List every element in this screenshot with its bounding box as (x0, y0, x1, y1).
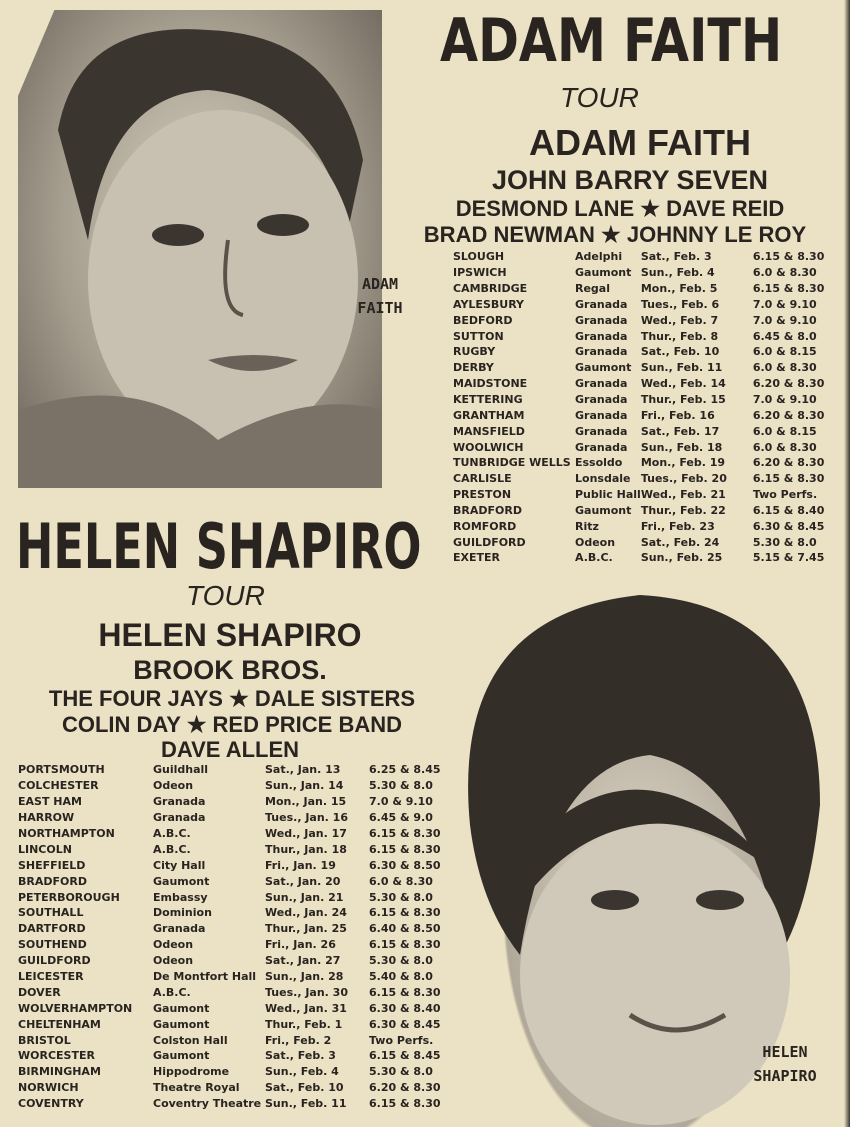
schedule-row (453, 550, 848, 566)
schedule-times: 5.30 & 8.0 (369, 954, 433, 968)
schedule-town: CHELTENHAM (18, 1017, 101, 1031)
schedule-row (453, 439, 848, 455)
schedule-venue: Odeon (575, 535, 616, 549)
schedule-date: Sun., Feb. 18 (640, 440, 723, 454)
schedule-times: 6.25 & 8.45 (369, 763, 441, 777)
schedule-venue: Granada (575, 297, 628, 311)
schedule-venue: Granada (575, 408, 628, 422)
schedule-times: 6.15 & 8.30 (752, 472, 825, 486)
schedule-date: Wed., Jan. 31 (265, 1001, 347, 1015)
schedule-times: 6.40 & 8.50 (369, 922, 441, 936)
schedule-times: 5.30 & 8.0 (369, 890, 433, 904)
schedule-date: Sun., Feb. 25 (640, 551, 723, 565)
schedule-town: RUGBY (453, 345, 496, 359)
helen-tour-word: TOUR (186, 580, 265, 611)
support-act: RED PRICE BAND (212, 712, 403, 737)
schedule-town: IPSWICH (453, 266, 507, 280)
schedule-row (18, 1032, 459, 1048)
support-act: DAVE REID (666, 196, 785, 221)
schedule-times: 6.0 & 8.15 (752, 424, 817, 438)
schedule-venue: Granada (153, 922, 206, 936)
caption-line: SHAPIRO (753, 1067, 817, 1085)
star-icon: ★ (601, 222, 621, 247)
schedule-town: KETTERING (453, 393, 523, 407)
schedule-town: MAIDSTONE (453, 377, 528, 391)
schedule-times: 6.0 & 8.30 (752, 361, 817, 375)
schedule-times: 6.15 & 8.30 (369, 842, 441, 856)
schedule-venue: Granada (575, 377, 628, 391)
schedule-town: SOUTHEND (18, 938, 87, 952)
schedule-date: Tues., Feb. 6 (640, 297, 720, 311)
schedule-row (18, 1048, 459, 1064)
schedule-times: 7.0 & 9.10 (752, 297, 817, 311)
schedule-venue: Odeon (153, 938, 194, 952)
schedule-date: Thur., Feb. 1 (265, 1017, 343, 1031)
schedule-venue: A.B.C. (575, 551, 613, 565)
schedule-town: TUNBRIDGE WELLS (453, 456, 571, 470)
schedule-town: CAMBRIDGE (453, 282, 528, 296)
schedule-town: GUILDFORD (18, 954, 91, 968)
schedule-venue: A.B.C. (153, 985, 191, 999)
schedule-town: ROMFORD (453, 519, 517, 533)
adam-tour-headline: ADAM FAITH (440, 6, 783, 76)
schedule-row (453, 376, 848, 392)
schedule-times: 6.20 & 8.30 (752, 456, 825, 470)
schedule-date: Sat., Jan. 13 (265, 763, 341, 777)
schedule-venue: Odeon (153, 779, 194, 793)
schedule-town: SHEFFIELD (18, 858, 86, 872)
schedule-venue: Adelphi (575, 250, 623, 264)
support-act: JOHNNY LE ROY (626, 222, 807, 247)
schedule-times: 6.20 & 8.30 (752, 408, 825, 422)
schedule-town: DOVER (18, 985, 61, 999)
schedule-row (18, 810, 459, 826)
schedule-times: 6.0 & 8.15 (752, 345, 817, 359)
schedule-date: Wed., Jan. 17 (265, 827, 347, 840)
schedule-times: Two Perfs. (369, 1033, 434, 1047)
schedule-venue: Dominion (153, 906, 212, 920)
schedule-times: 6.0 & 8.30 (752, 440, 817, 454)
schedule-venue: Hippodrome (153, 1065, 230, 1079)
schedule-town: WOLVERHAMPTON (18, 1001, 133, 1015)
schedule-row (453, 281, 848, 297)
schedule-row (18, 1080, 459, 1096)
schedule-date: Sat., Feb. 17 (640, 424, 720, 438)
caption-line: HELEN (762, 1043, 808, 1061)
schedule-date: Sat., Feb. 24 (640, 535, 720, 549)
schedule-date: Tues., Jan. 30 (265, 985, 348, 999)
schedule-row (18, 1000, 459, 1016)
schedule-date: Thur., Feb. 8 (640, 329, 719, 343)
schedule-times: Two Perfs. (752, 488, 818, 502)
schedule-venue: Gaumont (575, 503, 632, 517)
schedule-row (453, 312, 848, 328)
schedule-venue: Theatre Royal (153, 1081, 240, 1095)
schedule-date: Thur., Jan. 18 (265, 842, 347, 856)
schedule-row (18, 1064, 459, 1080)
schedule-date: Sat., Jan. 20 (265, 874, 341, 888)
star-icon: ★ (640, 196, 660, 221)
schedule-row (18, 953, 459, 969)
schedule-date: Fri., Jan. 19 (265, 858, 336, 872)
schedule-town: PORTSMOUTH (18, 763, 105, 777)
schedule-row (453, 455, 848, 471)
schedule-date: Tues., Feb. 20 (640, 472, 727, 486)
schedule-row (453, 297, 848, 313)
schedule-times: 5.30 & 8.0 (369, 779, 433, 793)
schedule-date: Sat., Feb. 3 (265, 1049, 336, 1063)
schedule-date: Fri., Feb. 23 (640, 519, 715, 533)
schedule-row (18, 778, 459, 794)
schedule-town: HARROW (18, 811, 75, 825)
support-act: COLIN DAY (61, 712, 181, 737)
schedule-date: Sun., Feb. 4 (640, 266, 715, 280)
schedule-times: 6.15 & 8.30 (369, 938, 441, 952)
helen-bill-line-5: DAVE ALLEN (160, 737, 300, 762)
schedule-date: Wed., Feb. 21 (640, 488, 726, 502)
schedule-venue: De Montfort Hall (153, 970, 257, 984)
schedule-town: WOOLWICH (453, 440, 524, 454)
schedule-times: 5.30 & 8.0 (752, 535, 817, 549)
schedule-times: 5.15 & 7.45 (752, 551, 825, 565)
support-act: DALE SISTERS (254, 686, 416, 711)
support-act: DESMOND LANE (455, 196, 635, 221)
schedule-venue: A.B.C. (153, 827, 191, 840)
schedule-row (453, 471, 848, 487)
schedule-date: Sun., Feb. 4 (265, 1065, 339, 1079)
adam-bill-line-2: JOHN BARRY SEVEN (491, 165, 769, 195)
schedule-times: 6.0 & 8.30 (369, 874, 433, 888)
schedule-times: 6.15 & 8.30 (369, 985, 441, 999)
helen-bill-line-3 (12, 686, 452, 712)
schedule-times: 5.40 & 8.0 (369, 970, 433, 984)
schedule-times: 6.15 & 8.30 (369, 906, 441, 920)
schedule-date: Sat., Jan. 27 (265, 954, 341, 968)
schedule-town: SUTTON (453, 329, 504, 343)
schedule-town: CARLISLE (453, 472, 512, 486)
helen-bill-headliner: HELEN SHAPIRO (98, 617, 362, 653)
schedule-venue: Granada (153, 795, 206, 809)
schedule-times: 6.15 & 8.30 (752, 250, 825, 264)
schedule-date: Mon., Feb. 19 (640, 456, 726, 470)
schedule-row (453, 265, 848, 281)
helen-photo-caption (735, 1040, 835, 1088)
schedule-times: 6.45 & 9.0 (369, 811, 433, 825)
schedule-town: BRADFORD (453, 503, 522, 517)
schedule-times: 7.0 & 9.10 (369, 795, 433, 809)
adam-bill-line-4 (385, 222, 845, 248)
schedule-row (453, 360, 848, 376)
schedule-town: MANSFIELD (453, 424, 525, 438)
schedule-venue: Granada (575, 345, 628, 359)
schedule-venue: Ritz (575, 519, 599, 533)
caption-line: ADAM (361, 275, 399, 293)
schedule-venue: Regal (575, 282, 610, 296)
schedule-venue: Gaumont (153, 1049, 210, 1063)
schedule-date: Fri., Feb. 2 (265, 1033, 332, 1047)
schedule-date: Sun., Feb. 11 (640, 361, 723, 375)
schedule-town: COVENTRY (18, 1097, 84, 1111)
adam-tour-schedule (453, 249, 848, 566)
schedule-date: Fri., Jan. 26 (265, 938, 336, 952)
schedule-venue: Granada (153, 811, 206, 825)
schedule-venue: Granada (575, 393, 628, 407)
schedule-date: Fri., Feb. 16 (640, 408, 715, 422)
schedule-row (18, 905, 459, 921)
schedule-date: Wed., Feb. 14 (640, 377, 726, 391)
schedule-times: 6.15 & 8.30 (752, 282, 825, 296)
schedule-times: 7.0 & 9.10 (752, 313, 817, 327)
schedule-venue: Lonsdale (575, 472, 631, 486)
schedule-row (18, 762, 459, 778)
schedule-times: 7.0 & 9.10 (752, 393, 817, 407)
schedule-row (18, 889, 459, 905)
schedule-date: Sun., Jan. 14 (265, 779, 344, 793)
schedule-row (453, 407, 848, 423)
support-act: BRAD NEWMAN (423, 222, 595, 247)
schedule-venue: Odeon (153, 954, 194, 968)
schedule-times: 6.30 & 8.45 (369, 1017, 441, 1031)
schedule-row (18, 984, 459, 1000)
schedule-times: 5.30 & 8.0 (369, 1065, 433, 1079)
schedule-date: Mon., Jan. 15 (265, 795, 347, 809)
schedule-venue: Gaumont (575, 266, 632, 280)
schedule-row (453, 423, 848, 439)
schedule-row (18, 841, 459, 857)
helen-tour-schedule (18, 762, 459, 1112)
schedule-row (453, 534, 848, 550)
schedule-town: GRANTHAM (453, 408, 525, 422)
schedule-date: Sat., Feb. 10 (265, 1081, 344, 1095)
schedule-row (18, 969, 459, 985)
schedule-row (453, 328, 848, 344)
star-icon: ★ (186, 712, 207, 737)
helen-bill-line-4 (12, 712, 452, 738)
adam-bill-line-3 (395, 196, 845, 222)
schedule-times: 6.30 & 8.40 (369, 1001, 441, 1015)
schedule-row (18, 1096, 459, 1112)
schedule-date: Sat., Feb. 3 (640, 250, 712, 264)
schedule-town: PETERBOROUGH (18, 890, 120, 904)
schedule-town: DARTFORD (18, 922, 86, 936)
schedule-times: 6.15 & 8.30 (369, 1097, 441, 1111)
schedule-date: Mon., Feb. 5 (640, 282, 718, 296)
schedule-times: 6.15 & 8.30 (369, 827, 441, 840)
schedule-venue: Essoldo (575, 456, 623, 470)
schedule-venue: Gaumont (153, 1001, 210, 1015)
schedule-date: Wed., Feb. 7 (640, 313, 719, 327)
schedule-town: EAST HAM (18, 795, 82, 809)
schedule-town: LEICESTER (18, 970, 84, 984)
schedule-row (18, 921, 459, 937)
schedule-venue: Gaumont (153, 1017, 210, 1031)
adam-faith-photo (18, 10, 382, 488)
schedule-row (18, 857, 459, 873)
schedule-date: Thur., Jan. 25 (265, 922, 347, 936)
schedule-row (453, 249, 848, 265)
schedule-town: WORCESTER (18, 1049, 95, 1063)
schedule-times: 6.20 & 8.30 (752, 377, 825, 391)
schedule-town: EXETER (453, 551, 500, 565)
schedule-venue: Gaumont (153, 874, 210, 888)
schedule-times: 6.0 & 8.30 (752, 266, 817, 280)
schedule-date: Thur., Feb. 22 (640, 503, 726, 517)
schedule-times: 6.15 & 8.40 (752, 503, 825, 517)
schedule-row (453, 392, 848, 408)
schedule-town: COLCHESTER (18, 779, 99, 793)
schedule-venue: Embassy (153, 890, 208, 904)
schedule-venue: Granada (575, 313, 628, 327)
schedule-town: BEDFORD (453, 313, 513, 327)
schedule-venue: Guildhall (153, 763, 209, 777)
schedule-times: 6.20 & 8.30 (369, 1081, 441, 1095)
schedule-date: Tues., Jan. 16 (265, 811, 348, 825)
schedule-venue: City Hall (153, 858, 206, 872)
schedule-date: Sat., Feb. 10 (640, 345, 720, 359)
schedule-row (453, 503, 848, 519)
schedule-row (18, 794, 459, 810)
schedule-town: DERBY (453, 361, 494, 375)
schedule-town: SOUTHALL (18, 906, 84, 920)
schedule-date: Thur., Feb. 15 (640, 393, 726, 407)
adam-bill-headliner: ADAM FAITH (529, 122, 751, 163)
schedule-row (453, 344, 848, 360)
helen-bill-line-2: BROOK BROS. (133, 655, 327, 685)
schedule-row (18, 1016, 459, 1032)
adam-tour-word: TOUR (560, 82, 639, 113)
schedule-row (453, 487, 848, 503)
schedule-town: NORWICH (18, 1081, 79, 1095)
schedule-venue: Public Hall (575, 488, 641, 502)
schedule-town: PRESTON (453, 488, 512, 502)
schedule-date: Wed., Jan. 24 (265, 906, 347, 920)
schedule-town: BRADFORD (18, 874, 87, 888)
schedule-times: 6.15 & 8.45 (369, 1049, 441, 1063)
star-icon: ★ (229, 686, 249, 711)
schedule-row (453, 518, 848, 534)
schedule-times: 6.30 & 8.45 (752, 519, 825, 533)
schedule-date: Sun., Jan. 28 (265, 970, 344, 984)
schedule-times: 6.30 & 8.50 (369, 858, 441, 872)
schedule-town: GUILDFORD (453, 535, 526, 549)
schedule-times: 6.45 & 8.0 (752, 329, 817, 343)
helen-tour-headline: HELEN SHAPIRO (16, 510, 422, 583)
schedule-town: AYLESBURY (453, 297, 525, 311)
schedule-town: SLOUGH (453, 250, 505, 264)
caption-line: FAITH (357, 299, 403, 317)
schedule-row (18, 937, 459, 953)
schedule-town: NORTHAMPTON (18, 827, 115, 840)
schedule-row (18, 873, 459, 889)
schedule-row (18, 826, 459, 842)
schedule-venue: A.B.C. (153, 842, 191, 856)
schedule-venue: Granada (575, 424, 628, 438)
schedule-town: BRISTOL (18, 1033, 71, 1047)
schedule-venue: Granada (575, 440, 628, 454)
support-act: THE FOUR JAYS (48, 686, 223, 711)
schedule-venue: Granada (575, 329, 628, 343)
schedule-town: LINCOLN (18, 842, 72, 856)
schedule-venue: Colston Hall (153, 1033, 228, 1047)
schedule-date: Sun., Feb. 11 (265, 1097, 347, 1111)
schedule-venue: Coventry Theatre (153, 1097, 262, 1111)
schedule-venue: Gaumont (575, 361, 632, 375)
schedule-town: BIRMINGHAM (18, 1065, 101, 1079)
schedule-date: Sun., Jan. 21 (265, 890, 344, 904)
adam-photo-caption (340, 272, 420, 320)
